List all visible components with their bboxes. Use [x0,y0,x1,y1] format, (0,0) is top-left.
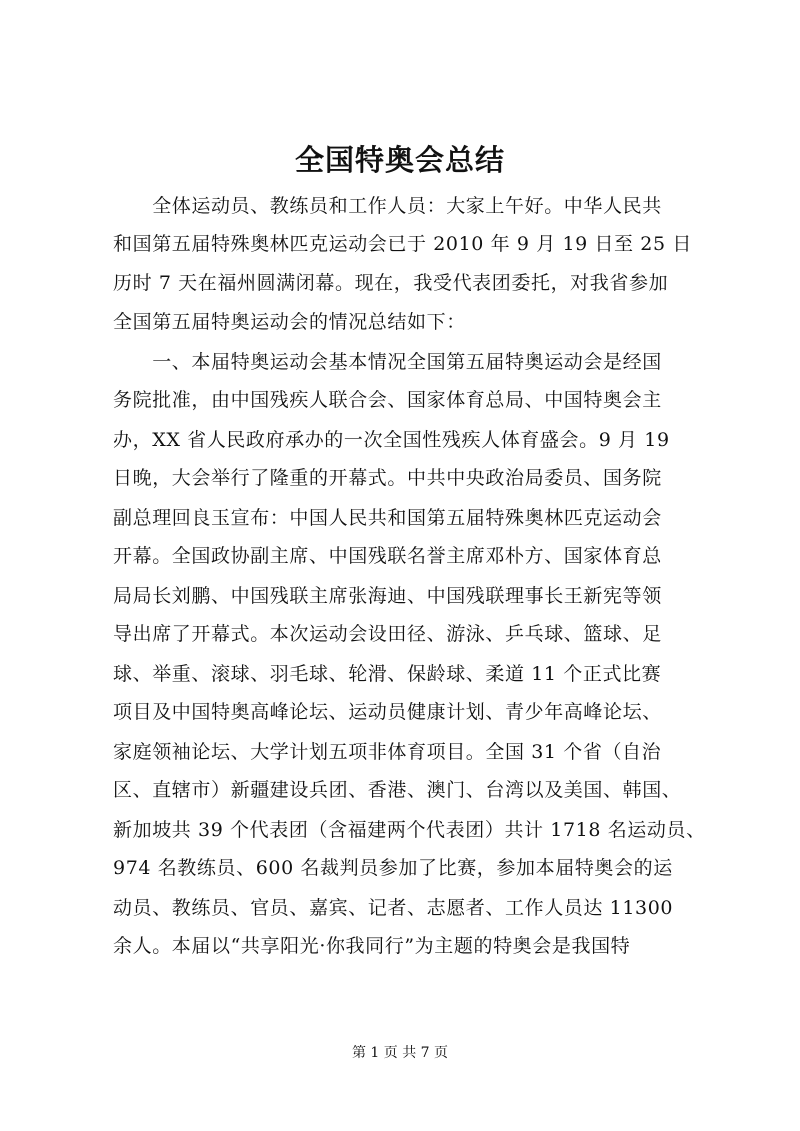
body-line: 副总理回良玉宣布：中国人民共和国第五届特殊奥林匹克运动会 [113,507,662,529]
body-line: 区、直辖市）新疆建设兵团、香港、澳门、台湾以及美国、韩国、 [113,779,682,801]
body-line: 项目及中国特奥高峰论坛、运动员健康计划、青少年高峰论坛、 [113,701,662,723]
body-line: 全国第五届特奥运动会的情况总结如下： [113,311,466,333]
body-line: 家庭领袖论坛、大学计划五项非体育项目。全国 31 个省（自治 [113,741,662,763]
document-title: 全国特奥会总结 [294,143,505,177]
body-line: 办，XX 省人民政府承办的一次全国性残疾人体育盛会。9 月 19 [113,429,670,451]
body-line: 动员、教练员、官员、嘉宾、记者、志愿者、工作人员达 11300 [113,897,674,919]
body-line: 局局长刘鹏、中国残联主席张海迪、中国残联理事长王新宪等领 [113,585,662,607]
body-line: 全体运动员、教练员和工作人员：大家上午好。中华人民共 [113,195,662,217]
body-line: 一、本届特奥运动会基本情况全国第五届特奥运动会是经国 [113,351,662,373]
body-line: 务院批准，由中国残疾人联合会、国家体育总局、中国特奥会主 [113,389,662,411]
body-line: 日晚，大会举行了隆重的开幕式。中共中央政治局委员、国务院 [113,467,662,489]
page-number-footer: 第 1 页 共 7 页 [351,1045,449,1061]
body-line: 974 名教练员、600 名裁判员参加了比赛，参加本届特奥会的运 [113,857,673,879]
body-line: 历时 7 天在福州圆满闭幕。现在，我受代表团委托，对我省参加 [113,272,669,294]
body-line: 新加坡共 39 个代表团（含福建两个代表团）共计 1718 名运动员、 [113,819,706,841]
body-line: 球、举重、滚球、羽毛球、轮滑、保龄球、柔道 11 个正式比赛 [113,663,662,685]
body-line: 导出席了开幕式。本次运动会设田径、游泳、乒乓球、篮球、足 [113,623,662,645]
body-line: 余人。本届以“共享阳光·你我同行”为主题的特奥会是我国特 [113,935,631,957]
body-line: 和国第五届特殊奥林匹克运动会已于 2010 年 9 月 19 日至 25 日 [113,233,692,255]
body-line: 开幕。全国政协副主席、中国残联名誉主席邓朴方、国家体育总 [113,545,662,567]
